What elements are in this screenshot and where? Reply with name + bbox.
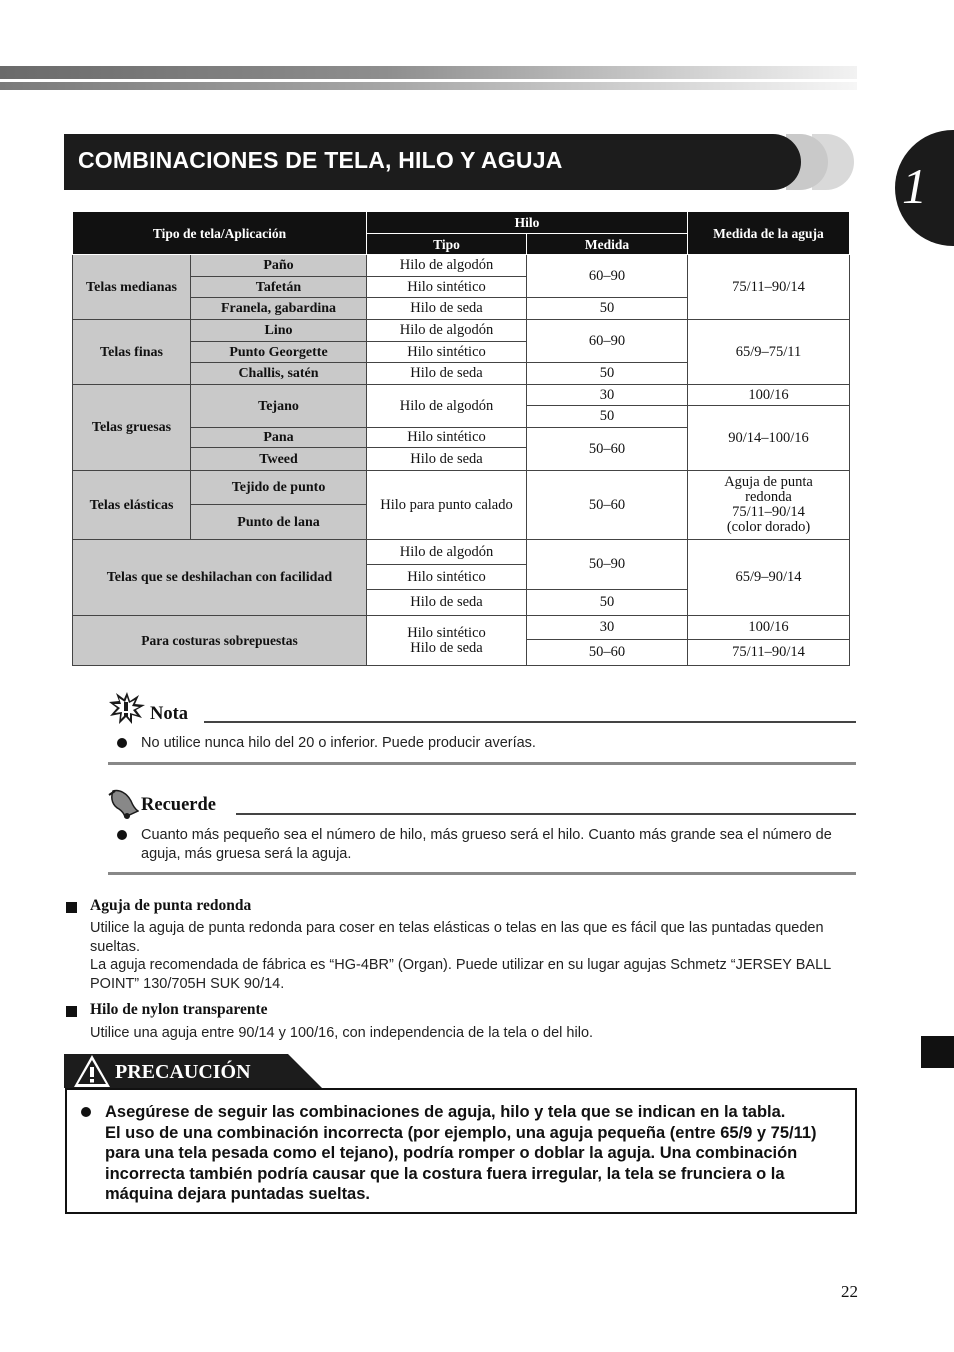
item-square-bullet xyxy=(66,902,77,913)
thread-type-cell: Hilo de algodón xyxy=(367,385,527,428)
needle-line: (color dorado) xyxy=(726,519,811,535)
fabric-cell: Tafetán xyxy=(191,277,367,298)
chapter-number: 1 xyxy=(902,158,927,214)
thread-type-cell: Hilo de seda xyxy=(367,298,527,320)
thread-type-cell: Hilo sintético xyxy=(367,428,527,448)
needle-line: Aguja de punta xyxy=(724,474,813,490)
fabric-cell: Challis, satén xyxy=(191,363,367,385)
item-paragraph: La aguja recomendada de fábrica es “HG-4BR” (Organ). Puede utilizar en su lugar agujas Schmetz “JERSEY BALL POINT” 130/705H SUK 90/14. xyxy=(90,957,831,992)
needle-cell: 75/11–90/14 xyxy=(688,640,850,666)
nota-text: No utilice nunca hilo del 20 o inferior. Puede producir averías. xyxy=(141,735,536,751)
fabric-cell: Punto de lana xyxy=(191,505,367,540)
thread-type-cell: Hilo de algodón xyxy=(367,320,527,342)
header-fabric: Tipo de tela/Aplicación xyxy=(73,212,367,255)
nota-bullet xyxy=(117,738,127,748)
side-index-tab xyxy=(921,1036,954,1068)
section-header xyxy=(64,134,801,190)
nota-bottom-rule xyxy=(108,762,856,765)
needle-cell: 90/14–100/16 xyxy=(688,406,850,471)
fabric-cell: Tweed xyxy=(191,448,367,471)
warning-triangle-icon xyxy=(73,1054,111,1088)
group-name: Para costuras sobrepuestas xyxy=(73,616,367,666)
fabric-cell: Punto Georgette xyxy=(191,342,367,363)
top-decor-bar xyxy=(0,66,857,79)
needle-cell: 100/16 xyxy=(688,385,850,406)
item-paragraph: Utilice una aguja entre 90/14 y 100/16, con independencia de la tela o del hilo. xyxy=(90,1025,594,1041)
fabric-cell: Lino xyxy=(191,320,367,342)
precaucion-bullet xyxy=(81,1107,91,1117)
fabric-cell: Franela, gabardina xyxy=(191,298,367,320)
group-name: Telas medianas xyxy=(73,255,191,320)
header-thread-type: Tipo xyxy=(367,234,527,255)
group-name: Telas elásticas xyxy=(73,471,191,540)
precaucion-text xyxy=(105,1102,850,1205)
thread-type-cell: Hilo de seda xyxy=(367,590,527,616)
thread-size-cell: 50 xyxy=(527,298,688,320)
page-number: 22 xyxy=(841,1282,858,1301)
thread-type-cell xyxy=(367,616,527,666)
recuerde-text: Cuanto más pequeño sea el número de hilo, más grueso será el hilo. Cuanto más grande sea el número de aguja, más gruesa será la aguja. xyxy=(141,827,832,862)
thread-type-line: Hilo de seda xyxy=(410,639,483,656)
thread-type-cell: Hilo de algodón xyxy=(367,255,527,277)
fabric-cell: Tejano xyxy=(191,385,367,428)
nota-title-rule xyxy=(204,721,856,723)
top-decor-bar-secondary xyxy=(0,82,857,90)
fabric-thread-needle-table xyxy=(72,211,850,666)
thread-type-cell: Hilo sintético xyxy=(367,565,527,590)
thread-size-cell: 30 xyxy=(527,616,688,640)
thread-type-line: Hilo sintético xyxy=(407,624,486,641)
recuerde-bottom-rule xyxy=(108,872,856,875)
thread-size-cell: 50 xyxy=(527,590,688,616)
thread-type-cell: Hilo de seda xyxy=(367,448,527,471)
needle-cell: 65/9–90/14 xyxy=(688,540,850,616)
thread-size-cell: 50–90 xyxy=(527,540,688,590)
recuerde-title: Recuerde xyxy=(141,795,216,815)
nota-title: Nota xyxy=(150,704,189,724)
recuerde-bullet xyxy=(117,830,127,840)
thread-type-cell: Hilo de seda xyxy=(367,363,527,385)
group-name: Telas finas xyxy=(73,320,191,385)
fabric-cell: Tejido de punto xyxy=(191,471,367,505)
thread-size-cell: 50 xyxy=(527,406,688,428)
nota-burst-icon xyxy=(108,691,146,725)
needle-cell: 100/16 xyxy=(688,616,850,640)
item-paragraph: Utilice la aguja de punta redonda para coser en telas elásticas o telas en las que es fácil que las puntadas queden sueltas. xyxy=(90,920,824,955)
group-name: Telas que se deshilachan con facilidad xyxy=(73,540,367,616)
thread-size-cell: 50–60 xyxy=(527,640,688,666)
header-thread-size: Medida xyxy=(527,234,688,255)
thread-type-cell: Hilo sintético xyxy=(367,342,527,363)
header-needle: Medida de la aguja xyxy=(688,212,850,255)
recuerde-title-rule xyxy=(236,813,856,815)
fabric-cell: Paño xyxy=(191,255,367,277)
needle-line: redonda xyxy=(745,489,792,505)
item-square-bullet xyxy=(66,1006,77,1017)
thread-size-cell: 30 xyxy=(527,385,688,406)
header-thread: Hilo xyxy=(367,212,688,234)
group-name: Telas gruesas xyxy=(73,385,191,471)
precaucion-line: Asegúrese de seguir las combinaciones de aguja, hilo y tela que se indican en la tabla. xyxy=(105,1103,786,1121)
thread-size-cell: 60–90 xyxy=(527,320,688,363)
needle-cell-ballpoint xyxy=(688,471,850,540)
recuerde-bell-icon xyxy=(107,787,139,819)
thread-type-cell: Hilo de algodón xyxy=(367,540,527,565)
thread-type-cell: Hilo sintético xyxy=(367,277,527,298)
thread-type-cell: Hilo para punto calado xyxy=(367,471,527,540)
item-title: Aguja de punta redonda xyxy=(90,897,252,914)
thread-size-cell: 50–60 xyxy=(527,428,688,471)
thread-size-cell: 50 xyxy=(527,363,688,385)
thread-size-cell: 50–60 xyxy=(527,471,688,540)
needle-line: 75/11–90/14 xyxy=(732,504,805,520)
precaucion-line: El uso de una combinación incorrecta (por ejemplo, una aguja pequeña (entre 65/9 y 75/11) para una tela pesada como el tejano), podría romper o doblar la aguja. Una combinación incorrecta también podría causar que la costura fuera irregular, la tela se frunciera o la máquina dejara puntadas sueltas. xyxy=(105,1123,817,1203)
precaucion-title: PRECAUCIÓN xyxy=(115,1061,251,1083)
section-title: COMBINACIONES DE TELA, HILO Y AGUJA xyxy=(78,147,563,173)
fabric-cell: Pana xyxy=(191,428,367,448)
needle-cell: 75/11–90/14 xyxy=(688,255,850,320)
item-title: Hilo de nylon transparente xyxy=(90,1001,268,1018)
thread-size-cell: 60–90 xyxy=(527,255,688,298)
needle-cell: 65/9–75/11 xyxy=(688,320,850,385)
